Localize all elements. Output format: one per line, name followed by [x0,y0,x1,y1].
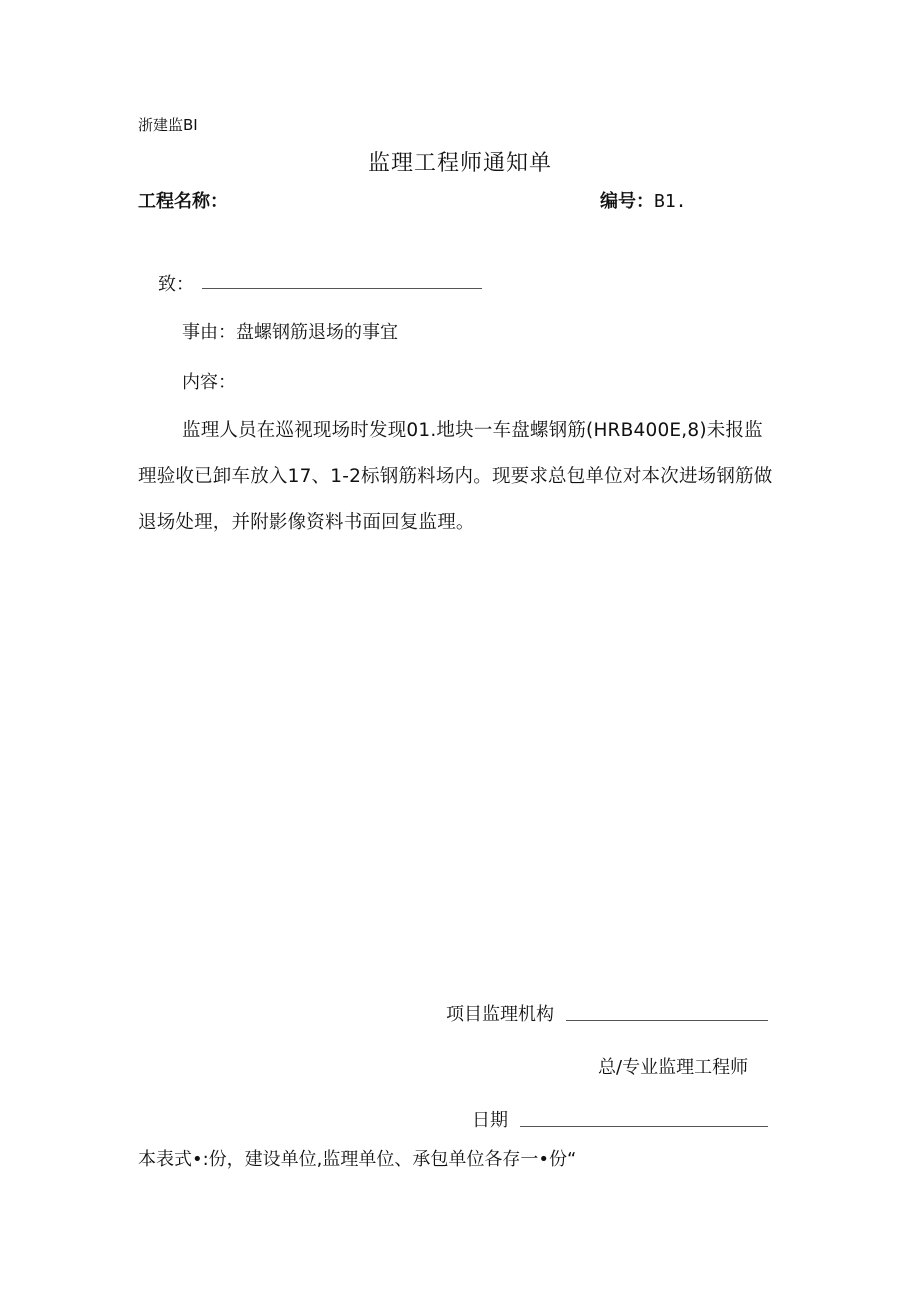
document-title: 监理工程师通知单 [367,151,552,176]
recipient-blank-line [202,288,482,289]
form-code: 浙建监BI [138,116,198,134]
project-name-label: 工程名称： [138,191,228,212]
recipient-label: 致： [158,274,194,295]
engineer-label: 总/专业监理工程师 [598,1057,749,1078]
supervision-org-signature-line [566,1020,768,1021]
document-number [600,187,687,213]
subject-line: 事由：盘螺钢筋退场的事宜 [182,322,398,343]
supervision-org-label: 项目监理机构 [446,1004,554,1025]
date-label: 日期 [472,1110,508,1131]
document-number-value: B1. [654,191,687,212]
content-paragraph: 监理人员在巡视现场时发现01.地块一车盘螺钢筋(HRB400E,8)未报监理验收已卸车放入17、1-2标钢筋料场内。现要求总包单位对本次进场钢筋做退场处理，并附影像资料书面回复监理。 [138,420,773,533]
content-label: 内容： [182,372,236,393]
footer-note: 本表式•:份，建设单位,监理单位、承包单位各存一•份“ [138,1149,577,1170]
document-number-label: 编号： [600,191,654,212]
date-blank-line [520,1126,768,1127]
